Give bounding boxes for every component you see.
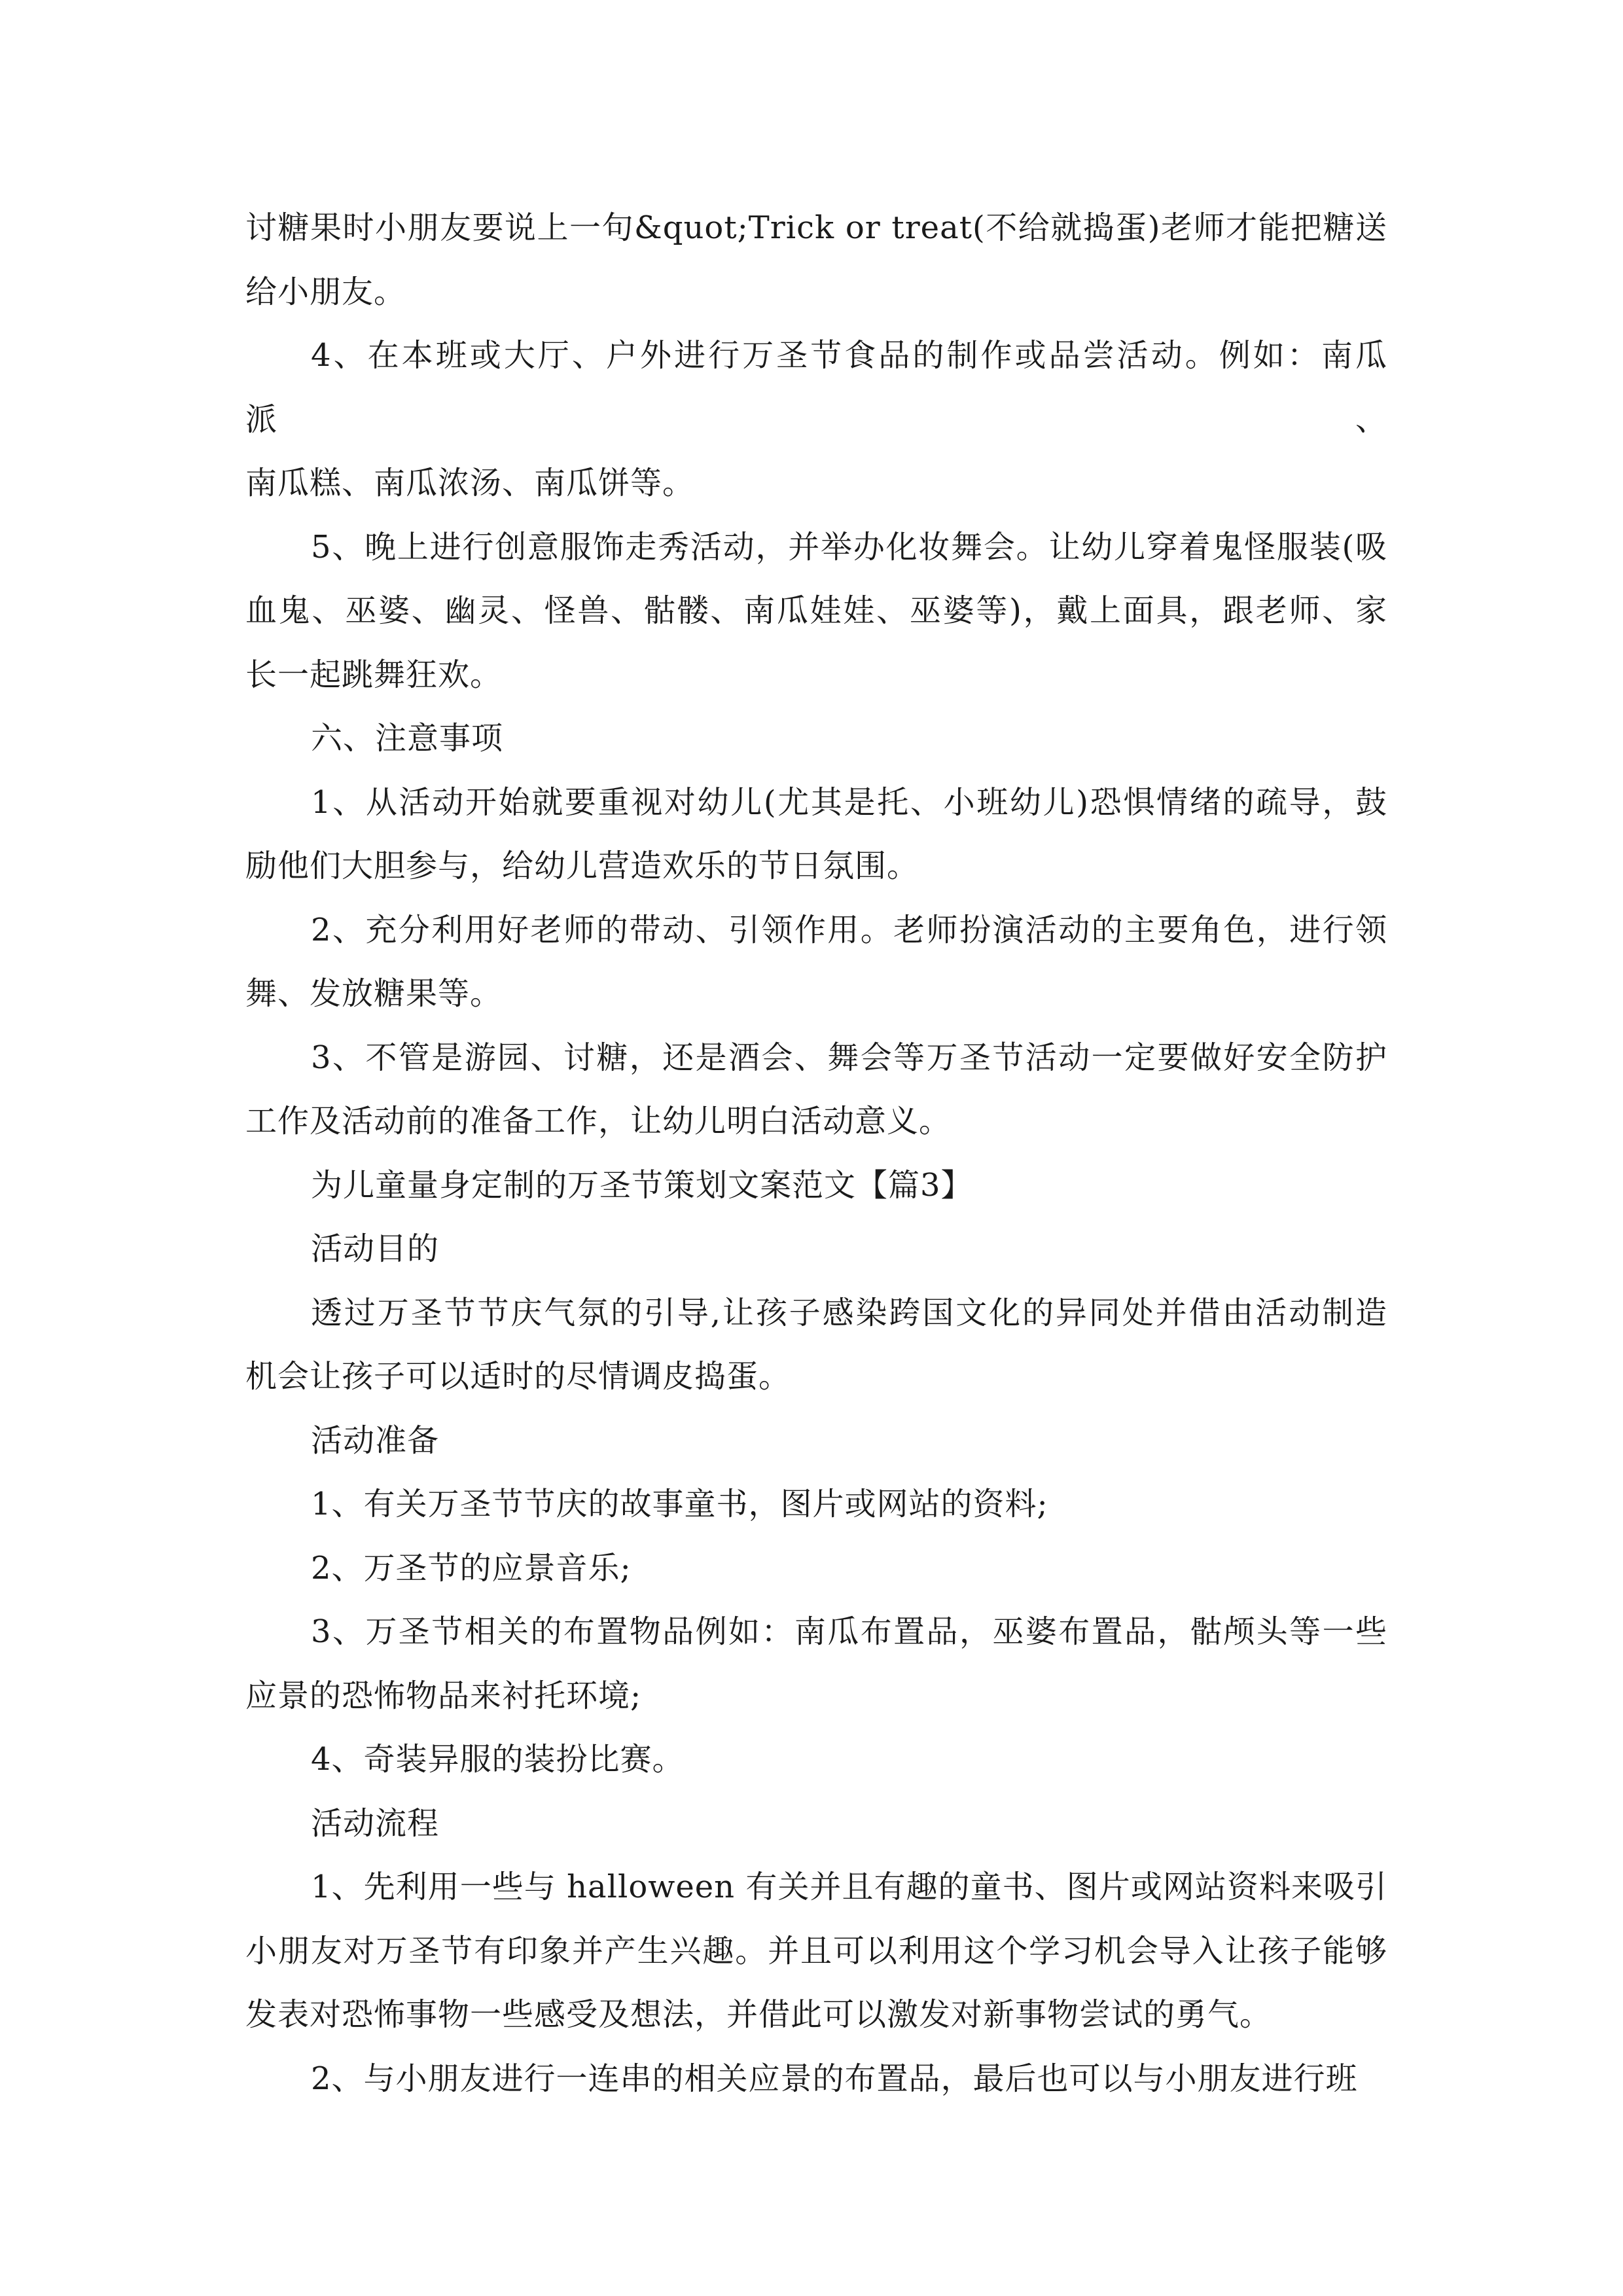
text-line: 3、万圣节相关的布置物品例如：南瓜布置品，巫婆布置品，骷颅头等一些: [311, 1613, 1387, 1650]
paragraph: [245, 1473, 1387, 1537]
paragraph: [245, 1154, 1387, 1218]
paragraph: [245, 899, 1387, 1026]
paragraph: [245, 324, 1387, 516]
text-line: 3、不管是游园、讨糖，还是酒会、舞会等万圣节活动一定要做好安全防护: [311, 1039, 1387, 1076]
text-line: 1、从活动开始就要重视对幼儿(尤其是托、小班幼儿)恐惧情绪的疏导，鼓: [311, 783, 1387, 821]
text-line: 应景的恐怖物品来衬托环境;: [245, 1677, 642, 1714]
text-line: 2、万圣节的应景音乐;: [311, 1549, 632, 1587]
text-line: 活动流程: [311, 1804, 440, 1842]
text-line: 4、奇装异服的装扮比赛。: [311, 1741, 685, 1778]
text-line: 为儿童量身定制的万圣节策划文案范文【篇3】: [311, 1166, 973, 1204]
text-line: 活动准备: [311, 1422, 440, 1459]
text-line: 讨糖果时小朋友要说上一句&quot;Trick or treat(不给就捣蛋)老师才能把糖送: [245, 209, 1387, 246]
text-line: 南瓜糕、南瓜浓汤、南瓜饼等。: [245, 465, 695, 501]
text-line: 活动目的: [311, 1230, 440, 1267]
text-line: 机会让孩子可以适时的尽情调皮捣蛋。: [245, 1358, 791, 1395]
document-body: [245, 196, 1387, 2111]
paragraph: [245, 1409, 1387, 1473]
paragraph: [245, 771, 1387, 899]
text-line: 2、与小朋友进行一连串的相关应景的布置品，最后也可以与小朋友进行班: [311, 2060, 1358, 2097]
text-line: 2、充分利用好老师的带动、引领作用。老师扮演活动的主要角色，进行领: [311, 911, 1387, 948]
text-line: 励他们大胆参与，给幼儿营造欢乐的节日氛围。: [245, 848, 919, 884]
text-line: 血鬼、巫婆、幽灵、怪兽、骷髅、南瓜娃娃、巫婆等)，戴上面具，跟老师、家: [245, 592, 1387, 629]
paragraph: [245, 707, 1387, 771]
text-line: 工作及活动前的准备工作，让幼儿明白活动意义。: [245, 1103, 952, 1139]
paragraph: [245, 516, 1387, 708]
text-line: 1、有关万圣节节庆的故事童书，图片或网站的资料;: [311, 1486, 1048, 1522]
paragraph: [245, 1282, 1387, 1409]
paragraph: [245, 1600, 1387, 1728]
text-line: 舞、发放糖果等。: [245, 975, 503, 1012]
text-line: 发表对恐怖事物一些感受及想法，并借此可以激发对新事物尝试的勇气。: [245, 1996, 1272, 2033]
text-line: 给小朋友。: [245, 273, 406, 310]
paragraph: [245, 1026, 1387, 1154]
text-line: 六、注意事项: [311, 720, 504, 757]
paragraph: [245, 1856, 1387, 2047]
text-line: 5、晚上进行创意服饰走秀活动，并举办化妆舞会。让幼儿穿着鬼怪服装(吸: [311, 528, 1387, 565]
paragraph: [245, 196, 1387, 324]
text-line: 小朋友对万圣节有印象并产生兴趣。并且可以利用这个学习机会导入让孩子能够: [245, 1932, 1387, 1969]
paragraph: [245, 2047, 1387, 2111]
text-line: 1、先利用一些与 halloween 有关并且有趣的童书、图片或网站资料来吸引: [311, 1869, 1387, 1905]
paragraph: [245, 1728, 1387, 1792]
text-line: 长一起跳舞狂欢。: [245, 656, 503, 693]
paragraph: [245, 1792, 1387, 1856]
text-line: 透过万圣节节庆气氛的引导,让孩子感染跨国文化的异同处并借由活动制造: [311, 1294, 1387, 1331]
text-line: 4、在本班或大厅、户外进行万圣节食品的制作或品尝活动。例如：南瓜派、: [245, 337, 1387, 438]
paragraph: [245, 1217, 1387, 1282]
paragraph: [245, 1537, 1387, 1601]
